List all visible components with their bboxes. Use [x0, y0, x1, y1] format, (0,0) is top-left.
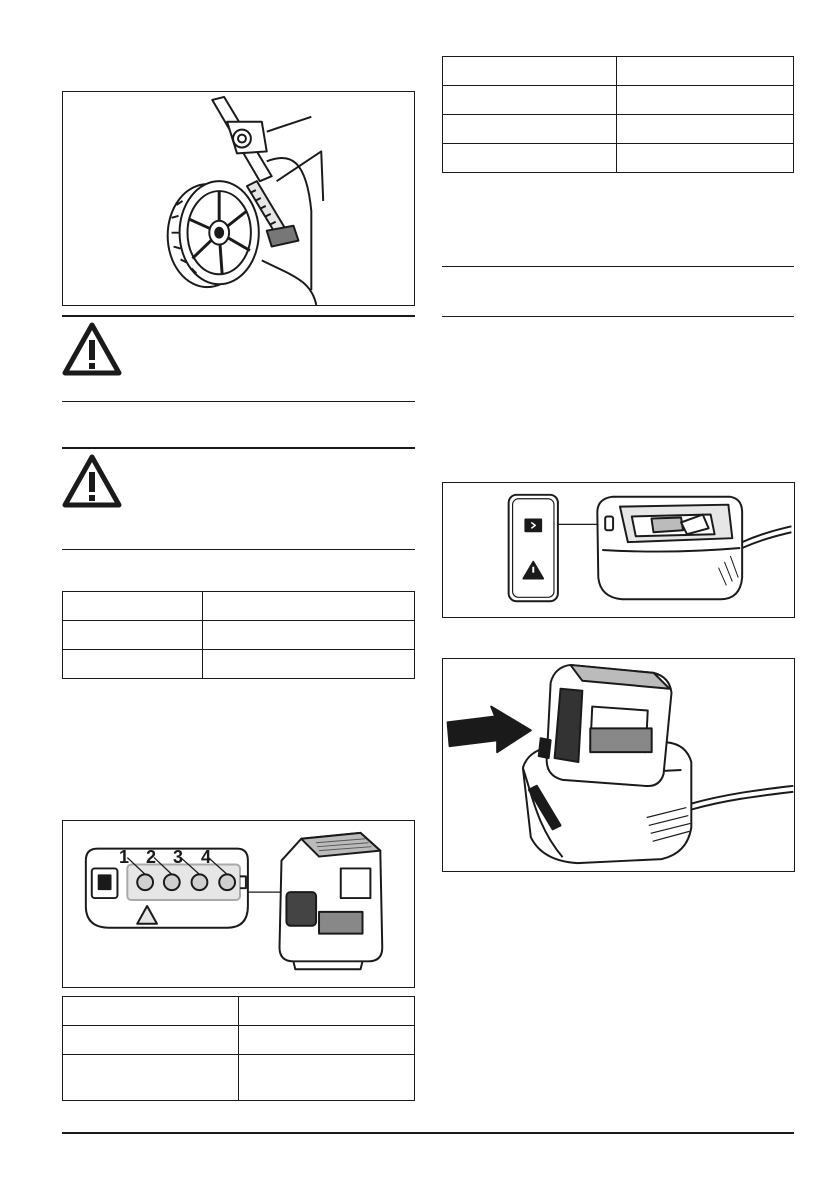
footer-rule	[62, 1132, 794, 1134]
battery-indicator-illustration	[63, 821, 414, 987]
warning-top-rule	[62, 447, 415, 449]
note-top-rule	[442, 266, 794, 267]
figure-insert-battery	[442, 658, 795, 872]
table-cell	[617, 57, 794, 86]
warning-top-rule	[62, 315, 415, 317]
table-cell	[443, 115, 617, 144]
table-cell	[239, 997, 415, 1026]
table-cell	[617, 144, 794, 173]
table-row	[443, 115, 794, 144]
warning-triangle-icon	[62, 322, 122, 376]
table-row	[63, 621, 415, 650]
table-left-bottom	[62, 996, 415, 1101]
warning-triangle-icon	[62, 454, 122, 508]
table-row	[63, 1026, 415, 1055]
wheel-adjustment-illustration	[63, 92, 414, 305]
table-cell	[63, 1026, 239, 1055]
insert-arrow-icon	[448, 707, 531, 753]
table-row	[63, 997, 415, 1026]
table-cell	[63, 621, 203, 650]
table-cell	[203, 592, 415, 621]
table-cell	[203, 621, 415, 650]
callout-4: 4	[201, 847, 212, 867]
figure-wheel-height-adjustment	[62, 91, 415, 306]
callout-3: 3	[173, 847, 184, 867]
table-top-right	[442, 56, 794, 173]
table-cell	[617, 86, 794, 115]
table-row	[63, 650, 415, 679]
table-cell	[443, 86, 617, 115]
figure-charger-indicators	[442, 482, 795, 618]
figure-battery-indicator	[62, 820, 415, 988]
callout-1: 1	[119, 847, 130, 867]
warning-divider	[62, 549, 415, 550]
table-cell	[239, 1055, 415, 1101]
table-row	[443, 57, 794, 86]
insert-battery-illustration	[443, 659, 794, 871]
table-cell	[443, 144, 617, 173]
table-row	[443, 144, 794, 173]
table-cell	[239, 1026, 415, 1055]
table-row	[63, 1055, 415, 1101]
table-cell	[203, 650, 415, 679]
table-cell	[617, 115, 794, 144]
table-row	[63, 592, 415, 621]
charger-indicator-illustration	[443, 483, 794, 617]
note-bottom-rule	[442, 316, 794, 317]
table-cell	[63, 1055, 239, 1101]
table-left-middle	[62, 591, 415, 679]
table-cell	[63, 592, 203, 621]
table-cell	[443, 57, 617, 86]
callout-2: 2	[146, 847, 157, 867]
table-row	[443, 86, 794, 115]
warning-divider	[62, 401, 415, 402]
table-cell	[63, 650, 203, 679]
table-cell	[63, 997, 239, 1026]
